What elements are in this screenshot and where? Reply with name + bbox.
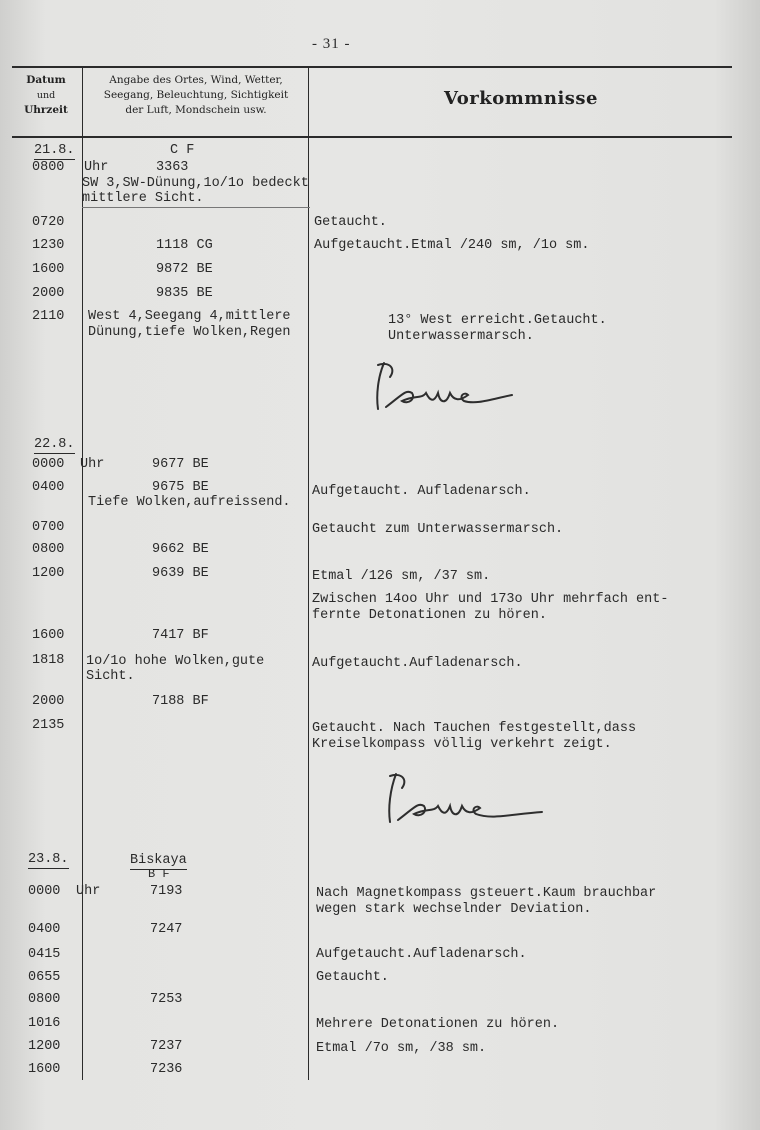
entry-position: 9677 BE [152, 457, 209, 472]
entry-time: 0800 [32, 160, 65, 175]
entry-time: 2135 [32, 718, 65, 733]
entry-event-cont: wegen stark wechselnder Deviation. [316, 902, 592, 917]
entry-time: 1818 [32, 653, 65, 668]
entry-time: 0800 [32, 542, 65, 557]
signature-loewe-1 [372, 355, 522, 417]
header-angabe-line2: Seegang, Beleuchtung, Sichtigkeit [103, 89, 289, 101]
entry-time-suffix: Uhr [76, 884, 101, 899]
header-bottom-rule [12, 136, 732, 138]
entry-time: 1230 [32, 238, 65, 253]
entry-time: 1200 [32, 566, 65, 581]
entry-event: Getaucht. [314, 215, 387, 230]
entry-event-cont: fernte Detonationen zu hören. [312, 608, 547, 623]
entry-weather-cont: Sicht. [86, 669, 135, 684]
header-angabe-line3: der Luft, Mondschein usw. [125, 104, 267, 116]
entry-time-suffix: Uhr [84, 160, 109, 175]
entry-position: 9639 BE [152, 566, 209, 581]
entry-time: 1600 [32, 628, 65, 643]
entry-time: 2110 [32, 309, 65, 324]
entry-event: Etmal /126 sm, /37 sm. [312, 569, 491, 584]
entry-event-cont: Zwischen 14oo Uhr und 173o Uhr mehrfach ent- [312, 592, 669, 607]
header-vorkommnisse: Vorkommnisse [443, 88, 599, 109]
entry-event: Nach Magnetkompass gsteuert.Kaum brauchbar [316, 886, 657, 901]
entry-time: 0720 [32, 215, 65, 230]
entry-weather-cont: mittlere Sicht. [82, 191, 204, 206]
area-label: Biskaya [130, 853, 187, 868]
entry-position: 9662 BE [152, 542, 209, 557]
entry-position: 7188 BF [152, 694, 209, 709]
entry-time: 0700 [32, 520, 65, 535]
entry-event: Mehrere Detonationen zu hören. [316, 1017, 560, 1032]
entry-time-suffix: Uhr [80, 457, 105, 472]
entry-time: 1200 [28, 1039, 61, 1054]
column-divider-1 [82, 68, 83, 1080]
entry-event: Aufgetaucht.Aufladenarsch. [312, 656, 523, 671]
entry-position: 1118 CG [156, 238, 213, 253]
entry-position: 9675 BE [152, 480, 209, 495]
date-label: 23.8. [28, 852, 69, 867]
entry-time: 0655 [28, 970, 61, 985]
entry-position: 7417 BF [152, 628, 209, 643]
page-number: - 31 - [312, 36, 351, 52]
entry-event: Aufgetaucht.Etmal /240 sm, /1o sm. [314, 238, 590, 253]
entry-weather-cont: Dünung,tiefe Wolken,Regen [88, 325, 291, 340]
entry-event: 13° West erreicht.Getaucht. [388, 313, 607, 328]
header-datum-line1: Datum [26, 74, 66, 86]
entry-weather: West 4,Seegang 4,mittlere [88, 309, 291, 324]
entry-time: 0415 [28, 947, 61, 962]
entry-position: 7247 [150, 922, 183, 937]
entry-time: 0400 [28, 922, 61, 937]
entry-time: 0400 [32, 480, 65, 495]
entry-position: 9872 BE [156, 262, 213, 277]
entry-position: 7193 [150, 884, 183, 899]
entry-position: 7253 [150, 992, 183, 1007]
entry-position: 3363 [156, 160, 189, 175]
entry-time: 1600 [32, 262, 65, 277]
grid-letters: B F [148, 867, 170, 881]
header-datum-line2: und [36, 90, 56, 101]
entry-position: 9835 BE [156, 286, 213, 301]
entry-event-cont: Unterwassermarsch. [388, 329, 534, 344]
entry-weather: 1o/1o hohe Wolken,gute [86, 654, 265, 669]
date-label: 22.8. [34, 437, 75, 452]
entry-time: 0000 [32, 457, 65, 472]
entry-weather: SW 3,SW-Dünung,1o/1o bedeckt [82, 176, 309, 191]
header-datum-line3: Uhrzeit [24, 104, 68, 116]
header-angabe-line1: Angabe des Ortes, Wind, Wetter, [109, 74, 283, 86]
entry-time: 1016 [28, 1016, 61, 1031]
header-datum [12, 73, 80, 118]
entry-event: Etmal /7o sm, /38 sm. [316, 1041, 487, 1056]
grid-letters: C F [170, 143, 195, 158]
signature-loewe-2 [382, 768, 552, 830]
entry-event: Getaucht. [316, 970, 389, 985]
column-divider-2 [308, 68, 309, 1080]
entry-event: Getaucht zum Unterwassermarsch. [312, 522, 564, 537]
entry-event: Aufgetaucht.Aufladenarsch. [316, 947, 527, 962]
entry-event-cont: Kreiselkompass völlig verkehrt zeigt. [312, 737, 612, 752]
entry-event: Getaucht. Nach Tauchen festgestellt,dass [312, 721, 637, 736]
entry-time: 1600 [28, 1062, 61, 1077]
date-label: 21.8. [34, 143, 75, 158]
entry-time: 0000 [28, 884, 61, 899]
entry-position: 7237 [150, 1039, 183, 1054]
entry-time: 2000 [32, 694, 65, 709]
entry-time: 0800 [28, 992, 61, 1007]
weather-underline [82, 207, 310, 208]
header-angabe [84, 73, 308, 118]
header-top-rule [12, 66, 732, 68]
entry-event: Aufgetaucht. Aufladenarsch. [312, 484, 531, 499]
entry-position: 7236 [150, 1062, 183, 1077]
entry-time: 2000 [32, 286, 65, 301]
entry-weather: Tiefe Wolken,aufreissend. [88, 495, 291, 510]
